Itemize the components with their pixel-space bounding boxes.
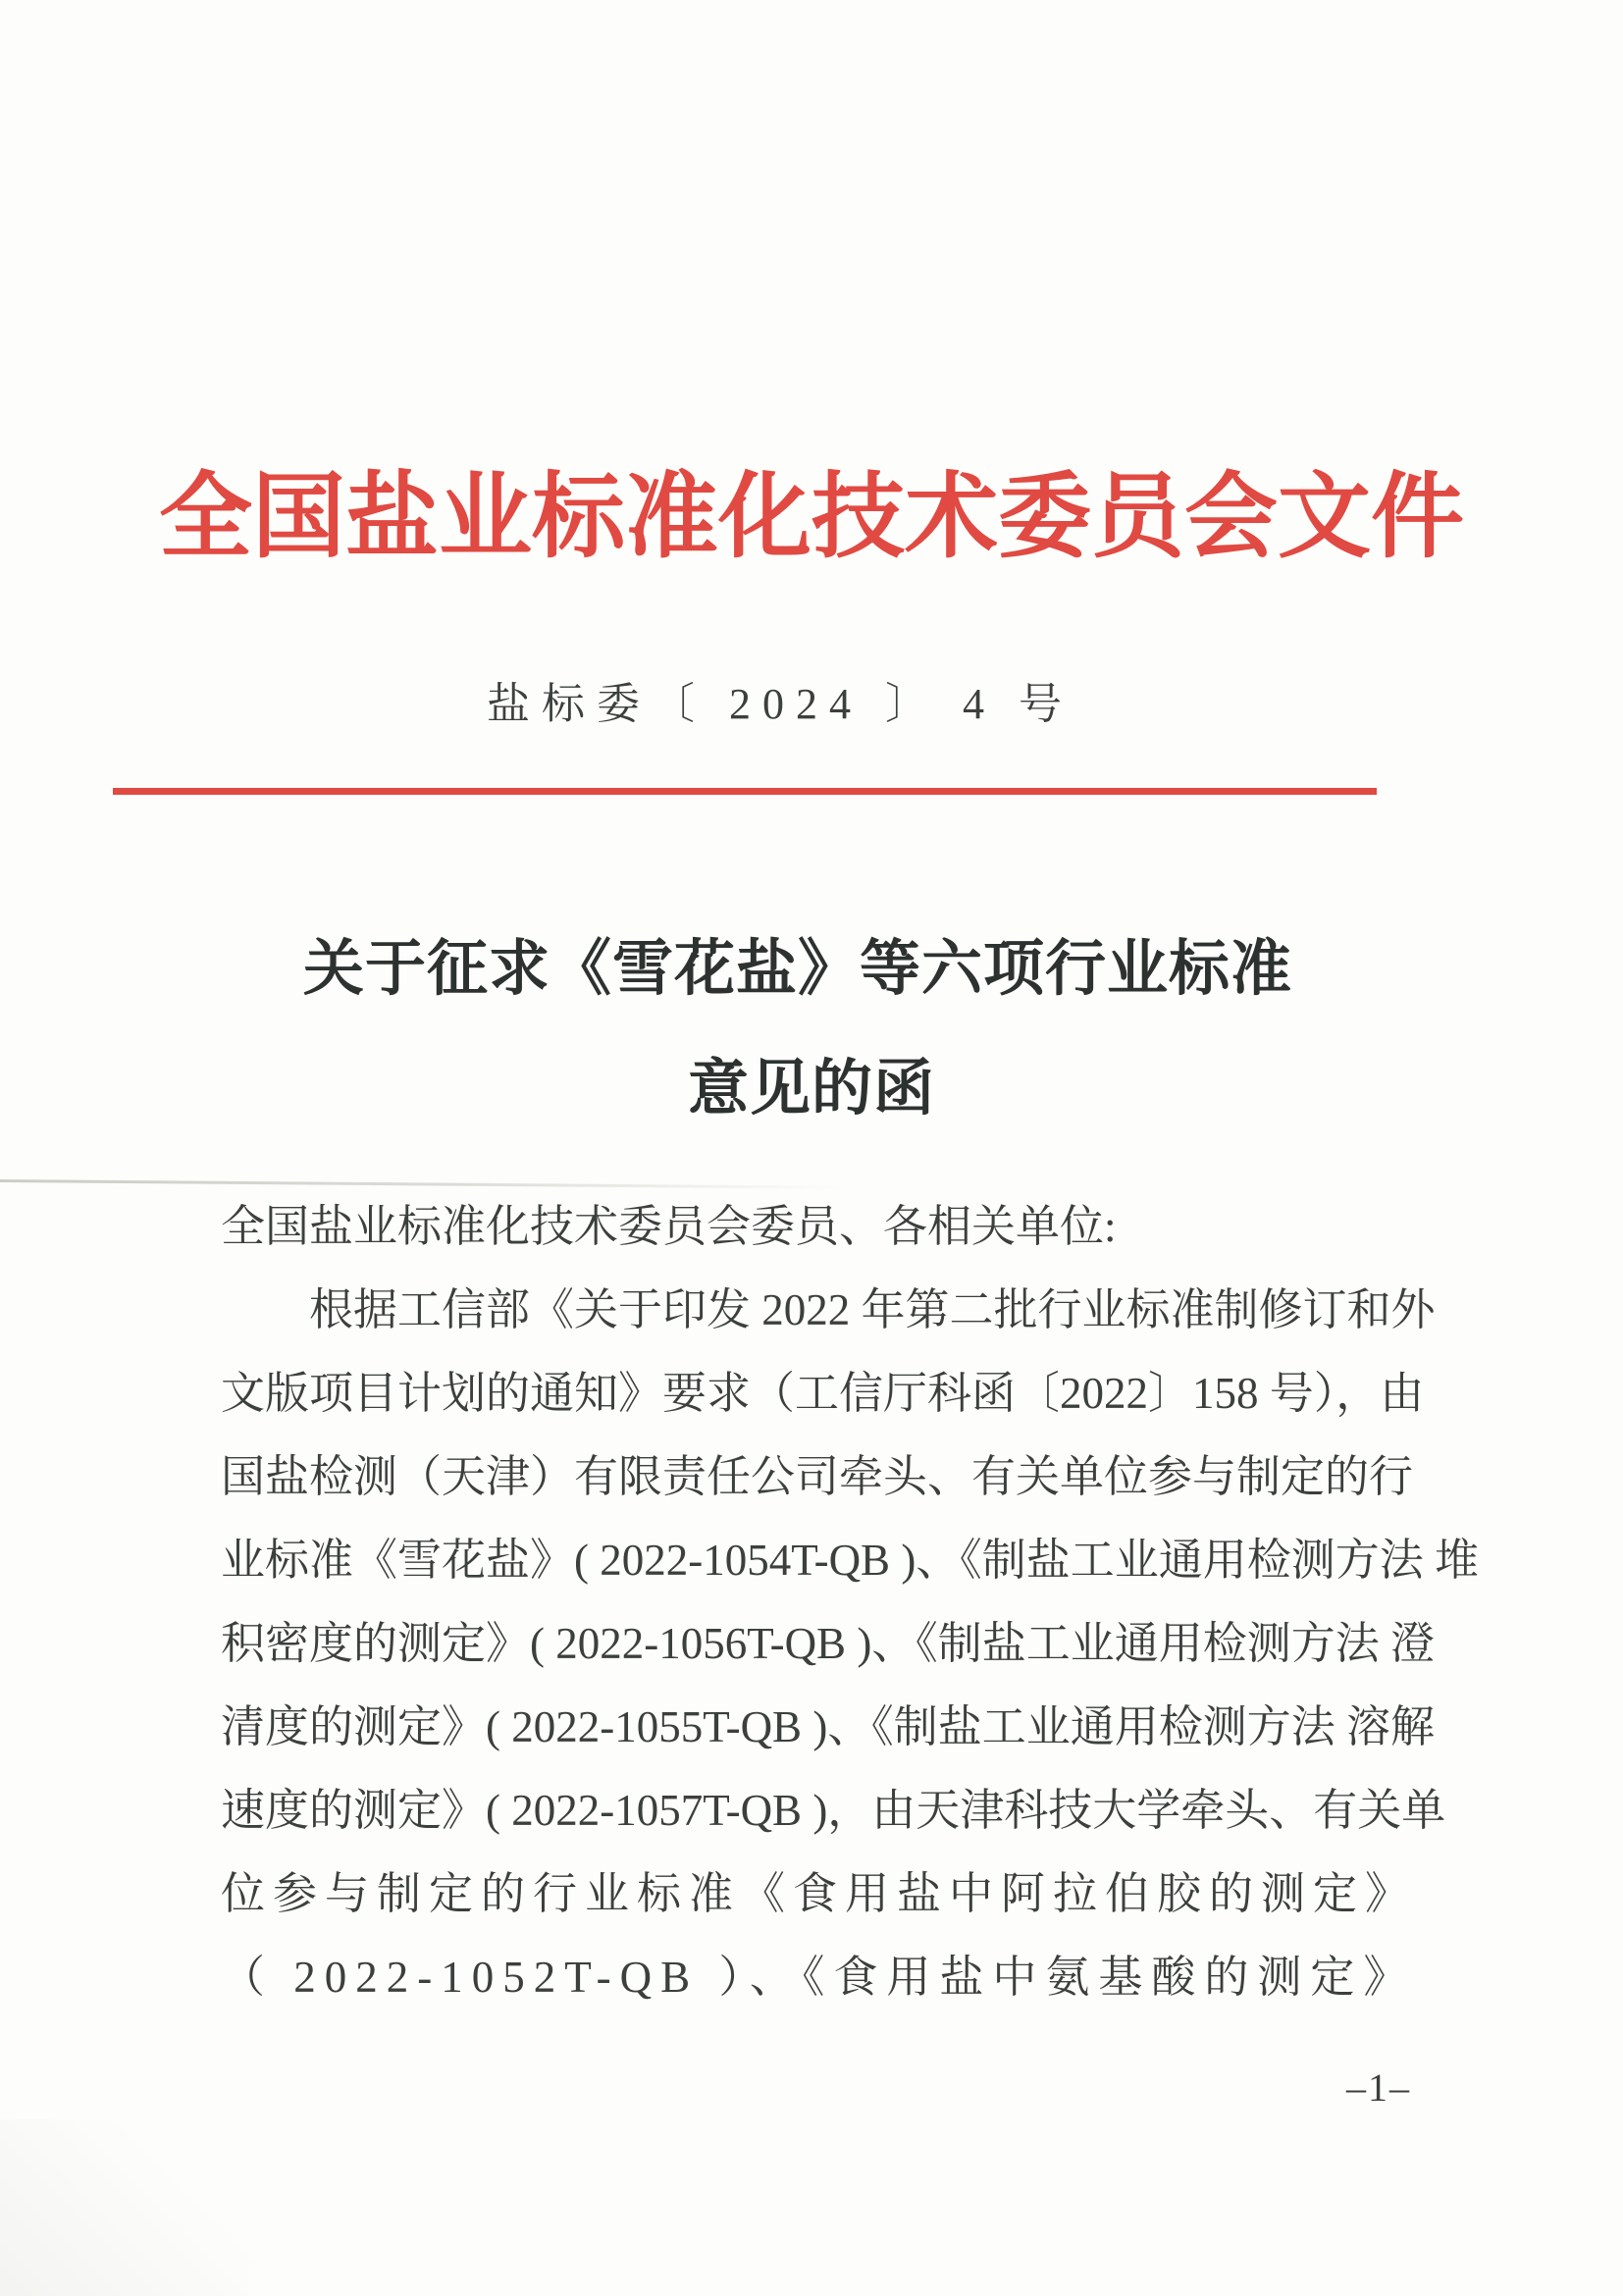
body-line: 位参与制定的行业标准《食用盐中阿拉伯胶的测定》 xyxy=(221,1869,1418,1918)
body-line: 积密度的测定》( 2022-1056T-QB )、《制盐工业通用检测方法 澄 xyxy=(221,1619,1436,1668)
red-divider-line xyxy=(113,788,1377,795)
body-line: 业标准《雪花盐》( 2022-1054T-QB )、《制盐工业通用检测方法 堆 xyxy=(221,1536,1480,1585)
body-line: 速度的测定》( 2022-1057T-QB )，由天津科技大学牵头、有关单 xyxy=(221,1786,1446,1835)
page-number: –1– xyxy=(1346,2065,1411,2110)
body-line: 根据工信部《关于印发 2022 年第二批行业标准制修订和外 xyxy=(309,1285,1436,1334)
document-body xyxy=(221,1185,1480,2019)
body-line: 国盐检测（天津）有限责任公司牵头、有关单位参与制定的行 xyxy=(221,1452,1414,1501)
body-line: （ 2022-1052T-QB ）、《食用盐中氨基酸的测定》 xyxy=(221,1953,1417,2002)
scan-corner-shadow xyxy=(0,2119,255,2296)
body-line-salutation: 全国盐业标准化技术委员会委员、各相关单位: xyxy=(221,1202,1117,1251)
body-line: 清度的测定》( 2022-1055T-QB )、《制盐工业通用检测方法 溶解 xyxy=(221,1702,1436,1751)
document-title-line-2: 意见的函 xyxy=(687,1056,935,1122)
document-reference-number: 盐标委〔 2024 〕 4 号 xyxy=(487,680,1073,728)
document-title-line-1: 关于征求《雪花盐》等六项行业标准 xyxy=(302,936,1292,1003)
letterhead-title: 全国盐业标准化技术委员会文件 xyxy=(158,465,1464,569)
body-line: 文版项目计划的通知》要求（工信厅科函〔2022〕158 号），由 xyxy=(221,1369,1425,1418)
